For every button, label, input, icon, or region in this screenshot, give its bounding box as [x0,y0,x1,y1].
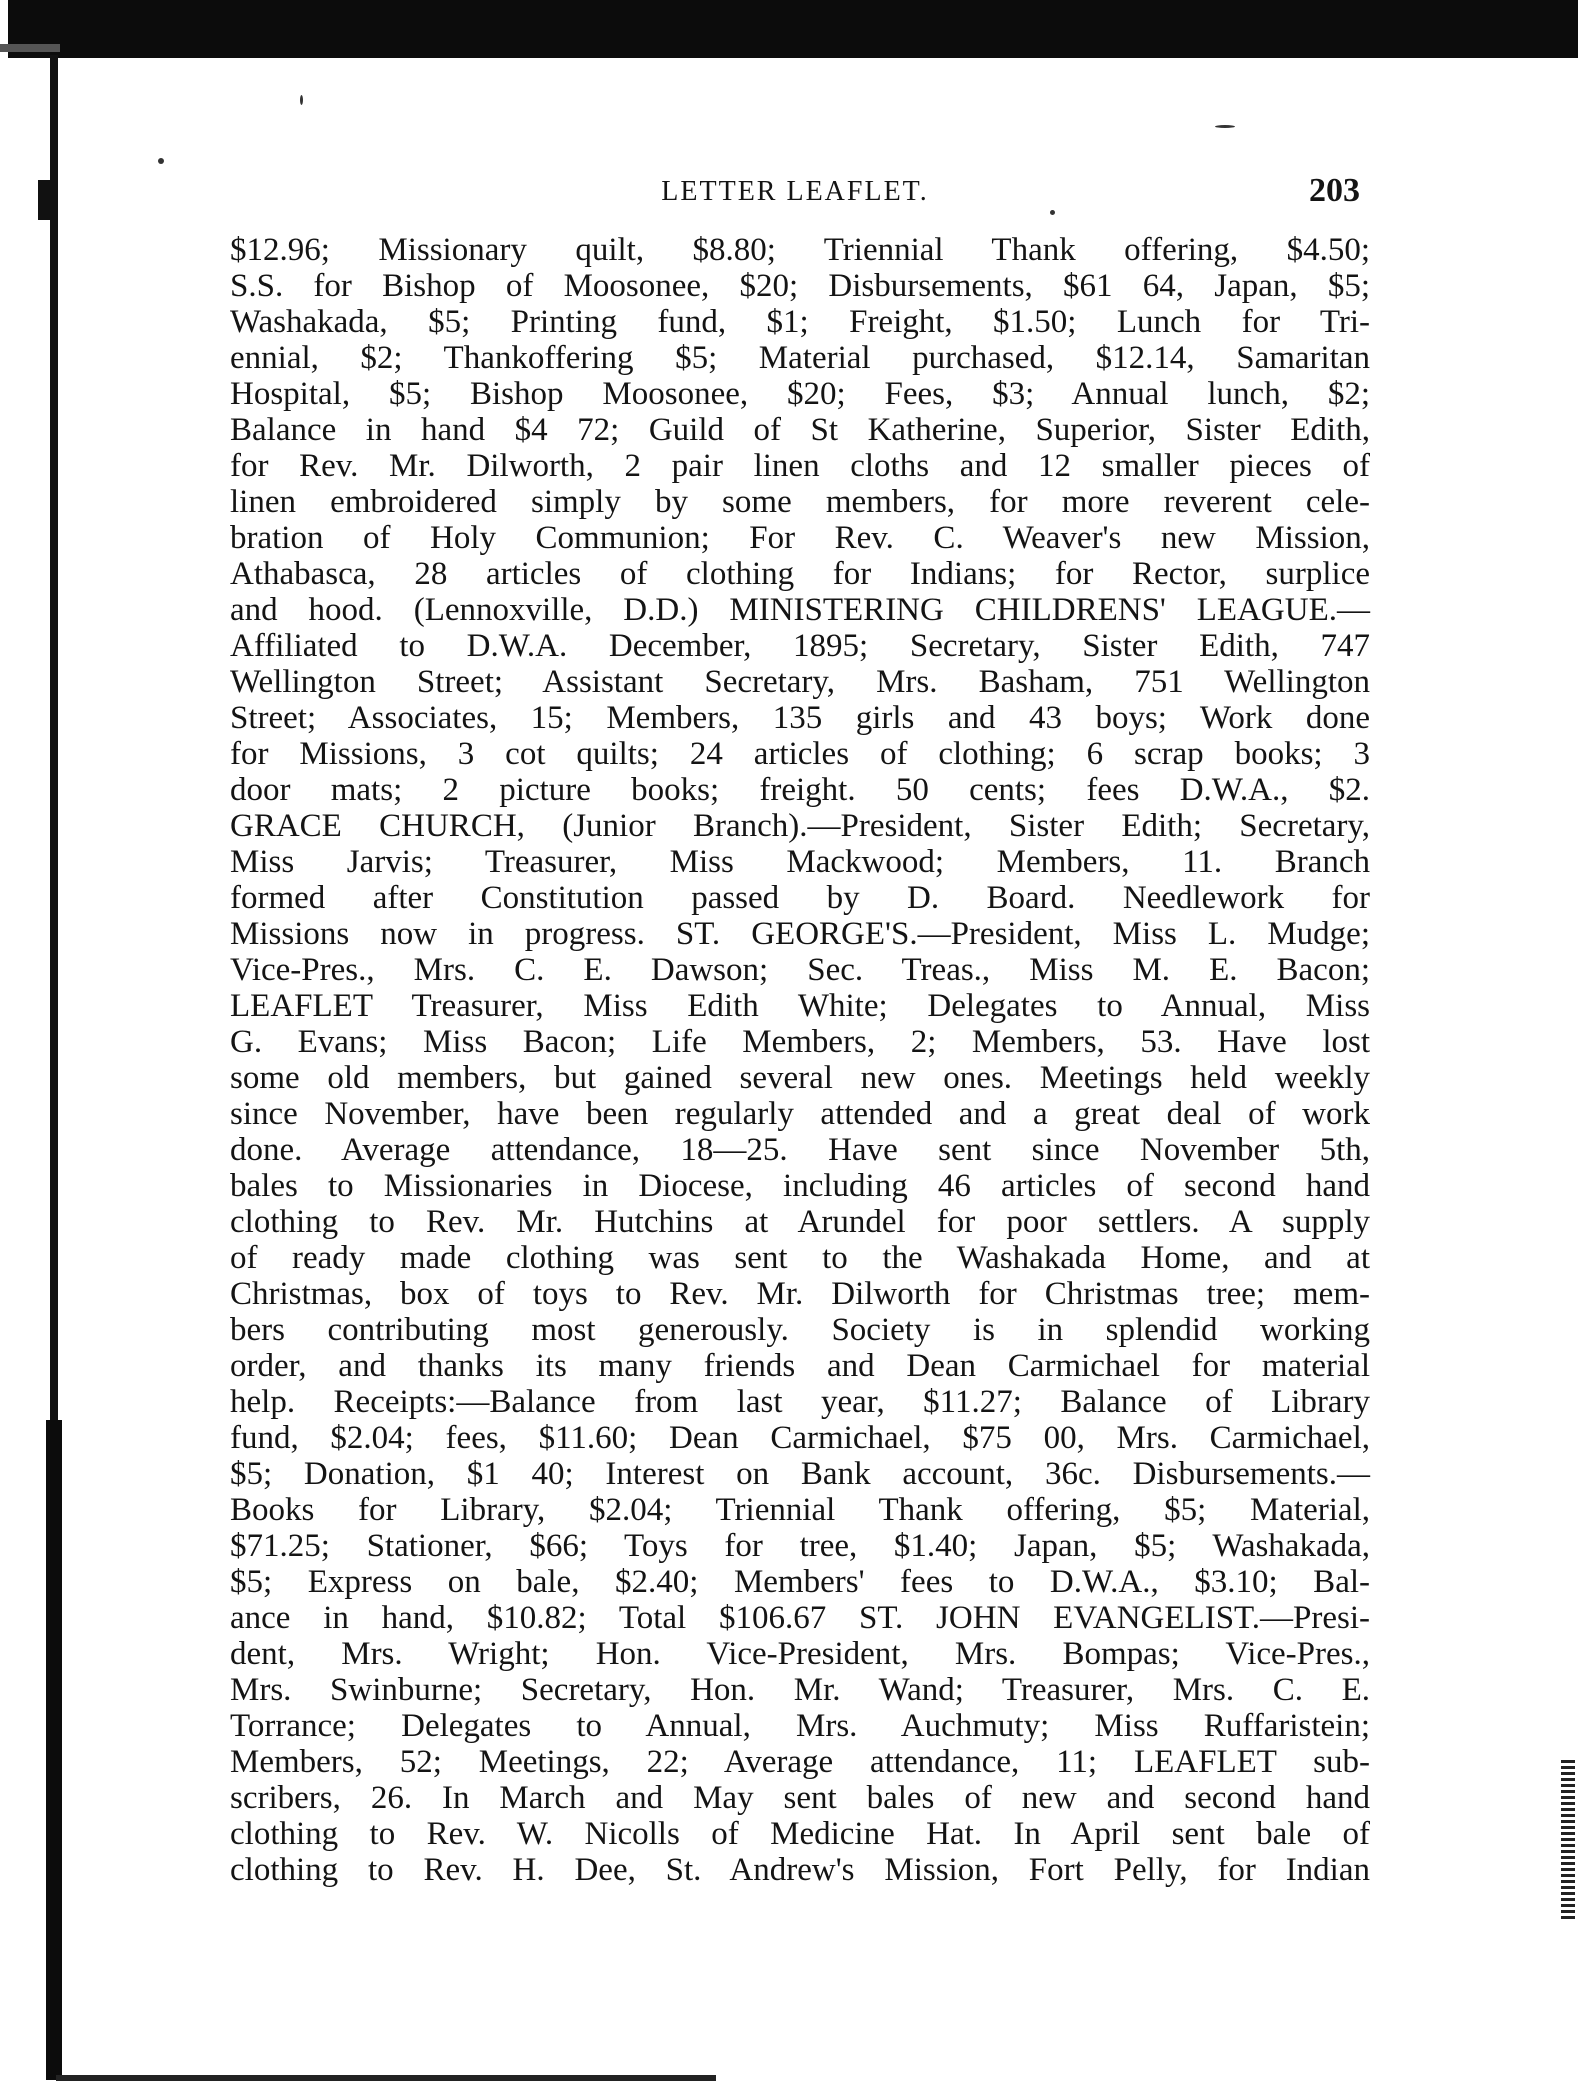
text-line: Street; Associates, 15; Members, 135 girls and 43 boys; Work done [230,700,1370,736]
text-line: since November, have been regularly attended and a great deal of work [230,1096,1370,1132]
text-line: order, and thanks its many friends and Dean Carmichael for material [230,1348,1370,1384]
scan-top-border-edge [0,44,60,52]
text-line: $12.96; Missionary quilt, $8.80; Triennial Thank offering, $4.50; [230,232,1370,268]
text-line: help. Receipts:—Balance from last year, $11.27; Balance of Library [230,1384,1370,1420]
text-line: G. Evans; Miss Bacon; Life Members, 2; Members, 53. Have lost [230,1024,1370,1060]
page-number: 203 [1309,172,1360,209]
text-line: LEAFLET Treasurer, Miss Edith White; Delegates to Annual, Miss [230,988,1370,1024]
text-line: $5; Donation, $1 40; Interest on Bank account, 36c. Disbursements.— [230,1456,1370,1492]
text-line: Mrs. Swinburne; Secretary, Hon. Mr. Wand; Treasurer, Mrs. C. E. [230,1672,1370,1708]
text-line: Books for Library, $2.04; Triennial Thank offering, $5; Material, [230,1492,1370,1528]
text-line: some old members, but gained several new ones. Meetings held weekly [230,1060,1370,1096]
text-line: for Missions, 3 cot quilts; 24 articles of clothing; 6 scrap books; 3 [230,736,1370,772]
running-title: LETTER LEAFLET. [661,176,929,207]
text-line: Members, 52; Meetings, 22; Average attendance, 11; LEAFLET sub- [230,1744,1370,1780]
text-line: Miss Jarvis; Treasurer, Miss Mackwood; Members, 11. Branch [230,844,1370,880]
text-line: Torrance; Delegates to Annual, Mrs. Auchmuty; Miss Ruffaristein; [230,1708,1370,1744]
text-line: Missions now in progress. ST. GEORGE'S.—President, Miss L. Mudge; [230,916,1370,952]
text-line: Washakada, $5; Printing fund, $1; Freight, $1.50; Lunch for Tri- [230,304,1370,340]
text-line: ennial, $2; Thankoffering $5; Material purchased, $12.14, Samaritan [230,340,1370,376]
scan-speck [158,158,164,164]
scan-speck [300,95,303,105]
text-line: S.S. for Bishop of Moosonee, $20; Disbursements, $61 64, Japan, $5; [230,268,1370,304]
text-line: scribers, 26. In March and May sent bales of new and second hand [230,1780,1370,1816]
text-line: clothing to Rev. W. Nicolls of Medicine Hat. In April sent bale of [230,1816,1370,1852]
text-line: GRACE CHURCH, (Junior Branch).—President, Sister Edith; Secretary, [230,808,1370,844]
text-line: Balance in hand $4 72; Guild of St Katherine, Superior, Sister Edith, [230,412,1370,448]
scan-left-mark [38,180,52,220]
text-line: Christmas, box of toys to Rev. Mr. Dilworth for Christmas tree; mem- [230,1276,1370,1312]
text-line: of ready made clothing was sent to the Washakada Home, and at [230,1240,1370,1276]
text-line: Hospital, $5; Bishop Moosonee, $20; Fees, $3; Annual lunch, $2; [230,376,1370,412]
text-line: fund, $2.04; fees, $11.60; Dean Carmichael, $75 00, Mrs. Carmichael, [230,1420,1370,1456]
scan-bottom-border [56,2075,716,2081]
text-line: Wellington Street; Assistant Secretary, Mrs. Basham, 751 Wellington [230,664,1370,700]
text-line: Affiliated to D.W.A. December, 1895; Secretary, Sister Edith, 747 [230,628,1370,664]
text-line: clothing to Rev. Mr. Hutchins at Arundel for poor settlers. A supply [230,1204,1370,1240]
text-line: Vice-Pres., Mrs. C. E. Dawson; Sec. Treas., Miss M. E. Bacon; [230,952,1370,988]
text-line: clothing to Rev. H. Dee, St. Andrew's Mission, Fort Pelly, for Indian [230,1852,1370,1888]
text-line: ance in hand, $10.82; Total $106.67 ST. JOHN EVANGELIST.—Presi- [230,1600,1370,1636]
text-line: bers contributing most generously. Society is in splendid working [230,1312,1370,1348]
scan-speck [1215,125,1235,128]
text-line: dent, Mrs. Wright; Hon. Vice-President, Mrs. Bompas; Vice-Pres., [230,1636,1370,1672]
text-line: $5; Express on bale, $2.40; Members' fees to D.W.A., $3.10; Bal- [230,1564,1370,1600]
text-line: formed after Constitution passed by D. Board. Needlework for [230,880,1370,916]
scan-left-border-heavy [46,1420,62,2080]
body-text [230,232,1370,1888]
text-line: linen embroidered simply by some members, for more reverent cele- [230,484,1370,520]
text-line: door mats; 2 picture books; freight. 50 cents; fees D.W.A., $2. [230,772,1370,808]
text-line: Athabasca, 28 articles of clothing for Indians; for Rector, surplice [230,556,1370,592]
scan-top-border [8,0,1578,58]
text-line: $71.25; Stationer, $66; Toys for tree, $1.40; Japan, $5; Washakada, [230,1528,1370,1564]
text-line: bales to Missionaries in Diocese, including 46 articles of second hand [230,1168,1370,1204]
text-line: and hood. (Lennoxville, D.D.) MINISTERING CHILDRENS' LEAGUE.— [230,592,1370,628]
page-header [230,168,1360,216]
text-line: for Rev. Mr. Dilworth, 2 pair linen cloths and 12 smaller pieces of [230,448,1370,484]
text-line: bration of Holy Communion; For Rev. C. Weaver's new Mission, [230,520,1370,556]
scan-right-edge-noise [1561,1760,1575,1920]
text-line: done. Average attendance, 18—25. Have sent since November 5th, [230,1132,1370,1168]
